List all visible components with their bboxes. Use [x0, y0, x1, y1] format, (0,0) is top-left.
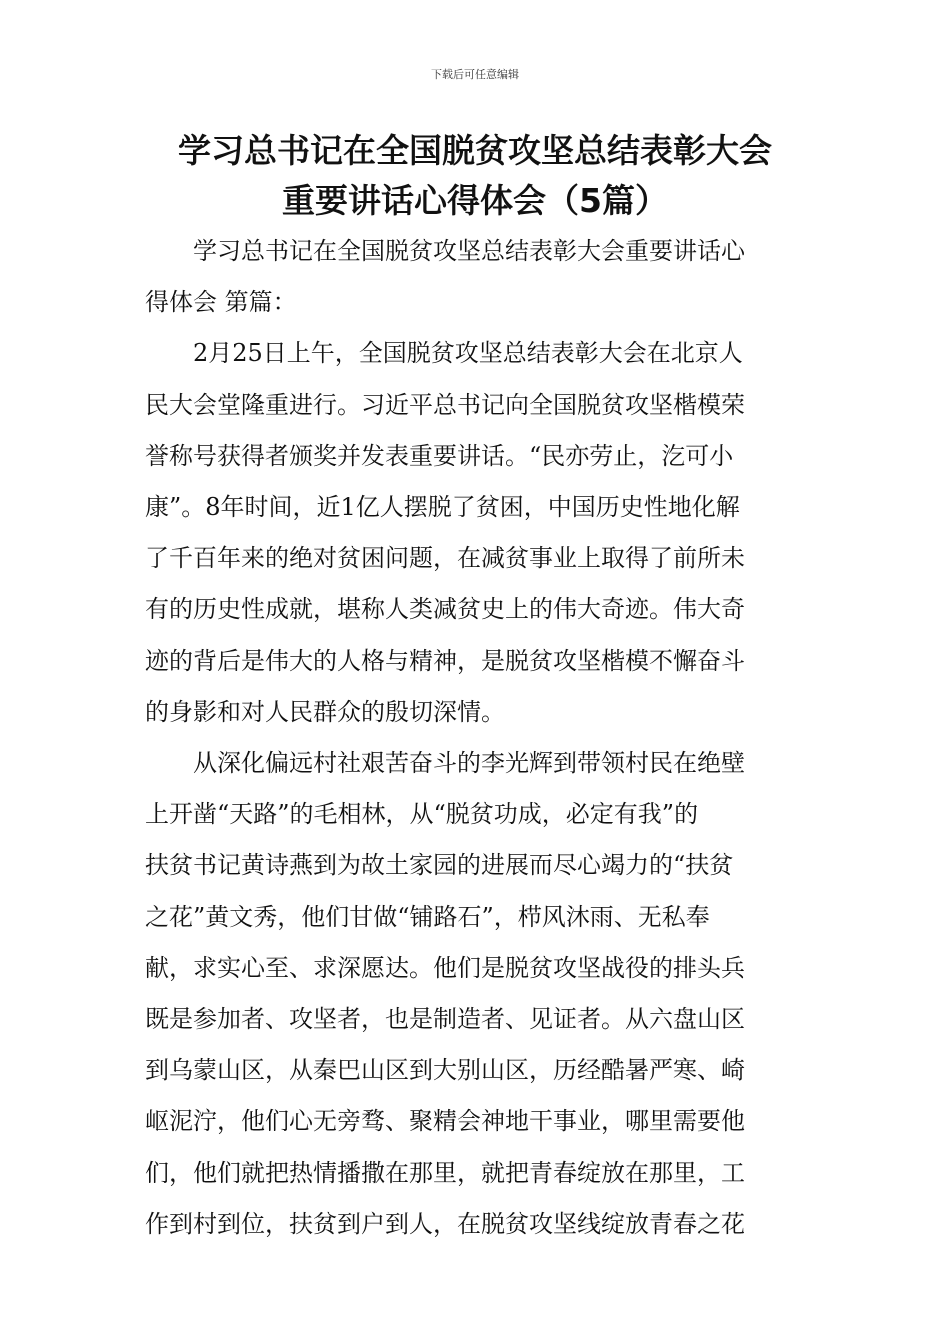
paragraph-line: 民大会堂隆重进行。习近平总书记向全国脱贫攻坚楷模荣 — [145, 390, 745, 419]
paragraph-line: 誉称号获得者颁奖并发表重要讲话。“民亦劳止，汔可小 — [145, 441, 734, 470]
paragraph-line: 到乌蒙山区，从秦巴山区到大别山区，历经酷暑严寒、崎 — [145, 1056, 745, 1085]
intro-line: 学习总书记在全国脱贫攻坚总结表彰大会重要讲话心 — [193, 237, 745, 265]
paragraph-line: 献，求实心至、求深愿达。他们是脱贫攻坚战役的排头兵 — [145, 953, 745, 982]
paragraph-line: 有的历史性成就，堪称人类减贫史上的伟大奇迹。伟大奇 — [145, 595, 745, 624]
paragraph-1 — [145, 328, 810, 738]
paragraph-line: 扶贫书记黄诗燕到为故土家园的进展而尽心竭力的“扶贫 — [145, 851, 734, 880]
title-line-2: 重要讲话心得体会（5篇） — [282, 181, 668, 220]
paragraph-line: 们，他们就把热情播撒在那里，就把青春绽放在那里，工 — [145, 1158, 745, 1187]
document-title — [120, 126, 830, 226]
paragraph-line: 既是参加者、攻坚者，也是制造者、见证者。从六盘山区 — [145, 1005, 745, 1034]
paragraph-line: 的身影和对人民群众的殷切深情。 — [145, 697, 505, 726]
intro-line: 得体会 第篇： — [145, 288, 297, 317]
document-body — [145, 226, 810, 1250]
paragraph-2 — [145, 738, 810, 1250]
paragraph-line: 作到村到位，扶贫到户到人，在脱贫攻坚线绽放青春之花 — [145, 1209, 745, 1238]
paragraph-line: 之花”黄文秀，他们甘做“铺路石”，栉风沐雨、无私奉 — [145, 902, 710, 931]
intro-paragraph — [145, 226, 810, 328]
header-note: 下载后可任意编辑 — [431, 68, 519, 81]
title-line-1: 学习总书记在全国脱贫攻坚总结表彰大会 — [178, 131, 772, 170]
paragraph-line: 2月25日上午，全国脱贫攻坚总结表彰大会在北京人 — [193, 339, 743, 368]
paragraph-line: 上开凿“天路”的毛相林，从“脱贫功成，必定有我”的 — [145, 800, 699, 829]
paragraph-line: 了千百年来的绝对贫困问题，在减贫事业上取得了前所未 — [145, 544, 745, 573]
paragraph-line: 岖泥泞，他们心无旁骛、聚精会神地干事业，哪里需要他 — [145, 1107, 745, 1136]
paragraph-line: 康”。8年时间，近1亿人摆脱了贫困，中国历史性地化解 — [145, 493, 740, 522]
paragraph-line: 迹的背后是伟大的人格与精神，是脱贫攻坚楷模不懈奋斗 — [145, 646, 745, 675]
paragraph-line: 从深化偏远村社艰苦奋斗的李光辉到带领村民在绝壁 — [193, 749, 745, 778]
